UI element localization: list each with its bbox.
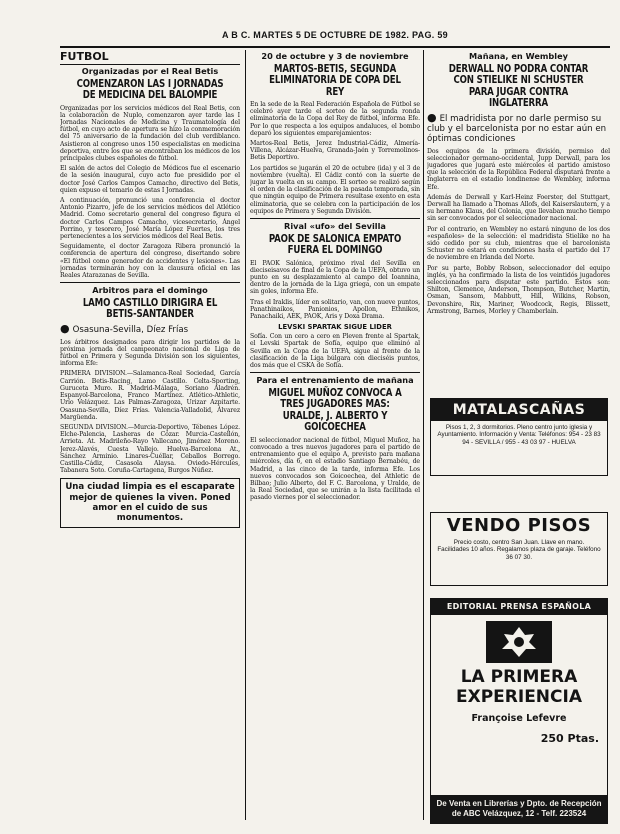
article-paragraph: Dos equipos de la primera división, permiso del seleccionador germano-occidental, Jupp Derwall, para los jugadores que jugará este miércoles el partido amistoso que la selección de la República Federal disputará frente a Inglaterra en el estadio londinense de Wembley, informa Efe.: [427, 147, 610, 191]
article-paragraph: Los partidos se jugarán el 20 de octubre (ida) y el 3 de noviembre (vuelta). El Cádiz contó con la suerte de jugar la vuelta en su campo. El sorteo se realizó según el orden de la clasificación de la pasada temporada, sin que ningún equipo de Primera resultase exento en esta eliminatoria, que se celebra con la participación de los equipos de Primera y Segunda División.: [250, 164, 420, 215]
article-paragraph: El PAOK Salónica, próximo rival del Sevilla en dieciseisavos de final de la Copa de la UEFA, obtuvo un punto en su desplazamiento al campo del Ioannina, dentro de la jornada de la Liga griega, con un empate sin goles, informa Efe.: [250, 259, 420, 296]
column-divider-2: [423, 50, 424, 820]
civic-message-box: [60, 478, 240, 527]
ad-editorial-prensa: [430, 598, 608, 824]
headline-miguel-munoz: MIGUEL MUÑOZ CONVOCA A TRES JUGADORES MAS: URALDE, J. ALBERTO Y GOICOECHEA: [268, 386, 402, 434]
article-paragraph: Martos-Real Betis, Jerez Industrial-Cádiz, Almería-Villena, Alcázar-Huelva, Granada-Jaén y Torremolinos-Betis Deportivo.: [250, 140, 420, 162]
article-paragraph: A continuación, pronunció una conferencia el doctor Antonio Pizarro, jefe de los servicios médicos del Atlético Madrid. Como secretario general del congreso figura el doctor Carlos Campos Camacho, vicesecretario, Ángel Porrino, y tesorero, José María López Fuertes, los tres pertenecientes a los servicios médicos del Real Betis.: [60, 196, 240, 240]
ad-book-footer: De Venta en Librerías y Dpto. de Recepción de ABC Velázquez, 12 - Telf. 223524: [431, 795, 607, 823]
page-header: A B C. MARTES 5 DE OCTUBRE DE 1982. PAG. 59: [222, 30, 448, 40]
kicker-wembley: Mañana, en Wembley: [469, 51, 568, 61]
lead-stielike-schuster: ● El madridista por no darle permiso su club y el barcelonista por no estar aún en óptimas condiciones: [427, 110, 607, 144]
headline-derwall: DERWALL NO PODRA CONTAR CON STIELIKE NI SCHUSTER PARA JUGAR CONTRA INGLATERRA: [448, 62, 589, 109]
article-paragraph: Por el contrario, en Wembley no estará ninguno de los dos «españoles» de la selección: el madridista Stielike no ha sido cedido por su club, mientras que el barcelonista Schuster no estará en condiciones hasta el partido del 17 de noviembre en Irlanda del Norte.: [427, 225, 610, 262]
headline-martos-betis: MARTOS-BETIS, SEGUNDA ELIMINATORIA DE COPA DEL REY: [269, 62, 401, 98]
article-paragraph: Organizadas por los servicios médicos del Real Betis, con la colaboración de Nuplo, comenzaron ayer tarde las I Jornadas Nacionales de Medicina y Traumatología del fútbol, en cuyo acto de apertura se hizo la conmemoración del 75 aniversario de la fundación del club verdiblanco. Asistieron al congreso unos 150 especialistas en medicina deportiva, entre los que se encontraban los médicos de los principales clubes españoles de fútbol.: [60, 104, 240, 162]
section-label: FUTBOL: [60, 50, 240, 65]
kicker-arbitros: Arbitros para el domingo: [92, 285, 208, 296]
ad-matalascanas-title: MATALASCAÑAS: [431, 399, 607, 421]
article-paragraph: Los árbitros designados para dirigir los partidos de la próxima jornada del campeonato nacional de Liga de fútbol en Primera y Segunda División son los siguientes, informa Efe:: [60, 338, 240, 368]
column-divider-1: [245, 50, 246, 820]
ad-matalascanas-text: Pisos 1, 2, 3 dormitorios. Pleno centro junto iglesia y Ayuntamiento. Información y Venta: Teléfonos: 954 - 23 83 94 - SEVILLA / 955 - 43 03 97 - HUELVA: [437, 424, 601, 446]
ad-book-author: Françoise Lefevre: [471, 713, 567, 724]
bullet-icon: ●: [427, 110, 437, 124]
column-2: [250, 50, 420, 825]
bullet-icon: ●: [60, 321, 70, 335]
divider: [250, 218, 420, 219]
lead-osasuna-sevilla: ● Osasuna-Sevilla, Díez Frías: [60, 321, 189, 335]
article-paragraph: Seguidamente, el doctor Zaragoza Ribera pronunció la conferencia de apertura del congreso, disertando sobre «El fútbol como generador de accidentes y lesiones». Las jornadas terminarán hoy con la clausura oficial en las Reales Atarazanas de Sevilla.: [60, 243, 240, 279]
ad-vendo-pisos: [430, 512, 608, 586]
kicker-rival-sevilla: Rival «ufo» del Sevilla: [284, 221, 386, 232]
ad-vendo-pisos-title: VENDO PISOS: [446, 515, 592, 536]
article-paragraph: Tras el Iraklis, líder en solitario, van, con nueve puntos, Panathinaikos, Panionios, Apollon, Ethnikos, Panachaiki, AEK, PAOK, Aris y Doxa Drama.: [250, 298, 420, 320]
divider: [60, 282, 240, 283]
ad-book-price: 250 Ptas.: [540, 732, 599, 745]
article-paragraph: El salón de actos del Colegio de Médicos fue el escenario de la sesión inaugural, cuyo acto fue presidido por el doctor José Carlos Campos Camacho, directivo del Betis, quien expuso el temario de estas I Jornadas.: [60, 165, 240, 194]
publisher-crest-icon: [484, 619, 554, 665]
ad-vendo-pisos-text: Precio costo, centro San Juan. Llave en mano. Facilidades 10 años. Regalamos plaza de garaje. Teléfono 36 07 30.: [437, 539, 601, 561]
kicker-copa-fechas: 20 de octubre y 3 de noviembre: [261, 51, 409, 61]
article-paragraph: En la sede de la Real Federación Española de Fútbol se celebró ayer tarde el sorteo de la segunda ronda eliminatoria de la Copa del Rey de fútbol, informa Efe. Por lo que respecta a los equipos andaluces, el bombo deparó los siguientes emparejamientos:: [250, 101, 420, 137]
header-rule: [60, 46, 610, 48]
subheading-levski: LEVSKI SPARTAK SIGUE LIDER: [278, 323, 392, 332]
kicker-betis-medicina: Organizadas por el Real Betis: [81, 66, 219, 76]
article-paragraph: Sofía. Con un cero a cero en Pleven frente al Spartak, el Levski Spartak de Sofía, equipo que eliminó al Sevilla en la Copa de la UEFA, sigue al frente de la clasificación de la Liga búlgara con dieciséis puntos, dos más que el CSKA de Sofía.: [250, 333, 420, 369]
column-1: [60, 50, 240, 825]
article-paragraph: Además de Derwall y Karl-Heinz Foerster, del Stuttgart, Derwall ha llamado a Thomas Allofs, del Kaiserslautern, y a su hermano Klaus, del Colonia, que llevaban mucho tiempo sin ser convocados por el seleccionador nacional.: [427, 193, 610, 223]
headline-jornadas-medicina: COMENZARON LAS I JORNADAS DE MEDICINA DEL BALOMPIE: [76, 77, 224, 101]
article-paragraph: PRIMERA DIVISION.—Salamanca-Real Sociedad, García Carrión. Betis-Racing, Lamo Castillo. Celta-Sporting, Guruceta Muro. R. Madrid-Málaga, Soriano Aladrén. Espanyol-Barcelona, Franco Martínez. Atlético-Athletic, Urío Velázquez. Las Palmas-Zaragoza, Urizar Azpitarte. Osasuna-Sevilla, Díez Frías. Valencia-Valladolid, Álvarez Margüenda.: [60, 370, 240, 421]
column-3: [427, 50, 610, 380]
kicker-entrenamiento: Para el entrenamiento de mañana: [256, 375, 414, 386]
ad-editorial-banner: EDITORIAL PRENSA ESPAÑOLA: [431, 599, 607, 615]
ad-book-title: LA PRIMERA EXPERIENCIA: [455, 667, 582, 707]
headline-lamo-castillo: LAMO CASTILLO DIRIGIRA EL BETIS-SANTANDER: [82, 296, 218, 321]
divider: [250, 372, 420, 373]
article-paragraph: El seleccionador nacional de fútbol, Miguel Muñoz, ha convocado a tres nuevos jugadores para el partido de entrenamiento que el equipo A, previsto para mañana miércoles, día 6, en el estadio Santiago Bernabéu, de Madrid, a las cinco de la tarde, informa Efe. Los nuevos convocados son Goicoechea, del Athletic de Bilbao; Julio Alberto, del F. C. Barcelona, y Uralde, de la Real Sociedad, que se unirán a la lista facilitada el pasado viernes por el seleccionador.: [250, 436, 420, 502]
civic-message-text: Una ciudad limpia es el escaparate mejor de quienes la viven. Poned amor en el cuido de sus monumentos.: [65, 482, 235, 524]
headline-paok: PAOK DE SALONICA EMPATO FUERA EL DOMINGO: [268, 232, 402, 257]
article-paragraph: Por su parte, Bobby Robson, seleccionador del equipo inglés, ya ha confirmado la lista de los veintidós jugadores seleccionados para disputar este partido. Éstos son: Shilton, Clemence, Anderson, Thompson, Butcher, Martin, Osman, Sansom, Mabbutt, Hill, Wilkins, Robson, Devonshire, Rix, Mariner, Woodcock, Regis, Blissett, Armstrong, Barnes, Morley y Chamberlain.: [427, 264, 610, 315]
ad-matalascanas: [430, 398, 608, 476]
article-paragraph: SEGUNDA DIVISION.—Murcia-Deportivo, Tébenes López. Elche-Palencia, Lasheras de Cózar. Murcia-Castellón, Arrieta. At. Madrileño-Rayo Vallecano, Jiménez Moreno. Jerez-Alavés, Cuesta Vallejo. Huelva-Barcelona At., Sánchez Arminio. Linares-Cuéllar, Ceballos Borrego. Castilla-Cádiz, Casasola Alaysa. Oviedo-Hércules, Tabanera Soto. Coruña-Cartagena, Burgos Núñez.: [60, 423, 240, 475]
